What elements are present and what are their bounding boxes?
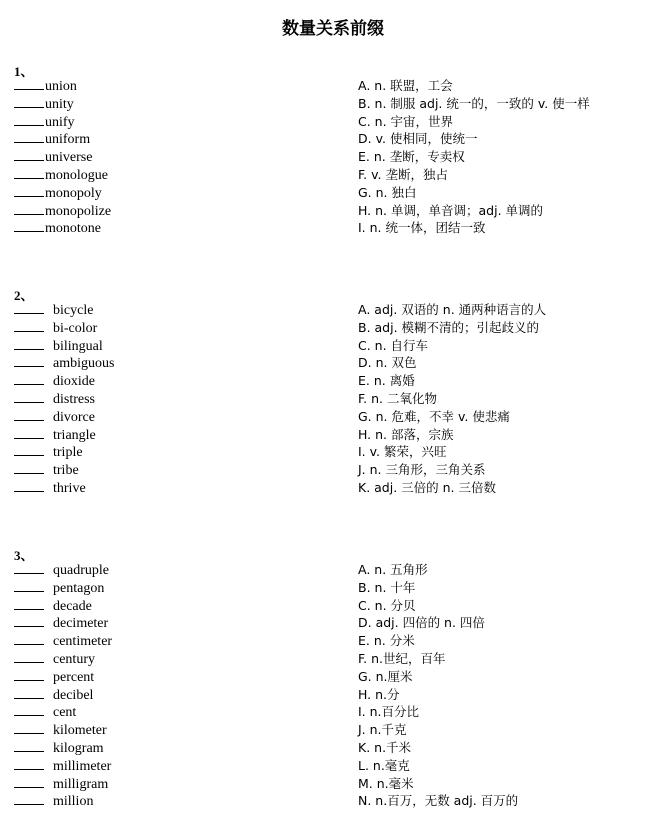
word-item (14, 95, 111, 113)
word-text: percent (53, 669, 95, 685)
word-text: monologue (45, 167, 108, 183)
answer-blank[interactable] (14, 130, 44, 143)
word-text: quadruple (53, 563, 109, 578)
section-number: 2、 (14, 288, 34, 303)
word-text: century (53, 651, 95, 667)
word-item (14, 686, 112, 704)
definition-item: I. v. 繁荣，兴旺 (358, 444, 447, 460)
definition-item: G. n.厘米 (358, 668, 413, 684)
definition-item: C. n. 宇宙，世界 (358, 113, 454, 129)
word-item (14, 721, 112, 739)
word-item (14, 703, 112, 721)
answer-blank[interactable] (14, 597, 44, 610)
word-item (14, 792, 112, 810)
answer-blank[interactable] (14, 337, 44, 350)
answer-blank[interactable] (14, 461, 44, 474)
word-item (14, 775, 112, 793)
answer-blank[interactable] (14, 77, 44, 90)
word-item (14, 597, 112, 615)
word-item (14, 408, 114, 426)
definition-item: J. n.千克 (358, 722, 407, 738)
word-text: divorce (53, 409, 95, 425)
word-item (14, 443, 114, 461)
answer-blank[interactable] (14, 390, 44, 403)
answer-blank[interactable] (14, 792, 44, 805)
word-item (14, 130, 111, 148)
answer-blank[interactable] (14, 95, 44, 108)
word-item (14, 166, 111, 184)
definition-item: J. n. 三角形，三角关系 (358, 462, 486, 478)
word-list (14, 301, 114, 497)
answer-blank[interactable] (14, 632, 44, 645)
word-item (14, 461, 114, 479)
definition-item: A. n. 联盟，工会 (358, 78, 453, 93)
word-text: thrive (53, 480, 86, 496)
page-title: 数量关系前缀 (282, 19, 384, 39)
word-item (14, 668, 112, 686)
definition-item: K. adj. 三倍的 n. 三倍数 (358, 479, 497, 495)
answer-blank[interactable] (14, 166, 44, 179)
answer-blank[interactable] (14, 354, 44, 367)
definition-item: H. n.分 (358, 686, 400, 702)
definition-item: E. n. 垄断，专卖权 (358, 149, 465, 165)
answer-blank[interactable] (14, 301, 44, 314)
definition-item: I. n. 统一体，团结一致 (358, 220, 486, 236)
word-text: kilogram (53, 740, 104, 756)
answer-blank[interactable] (14, 479, 44, 492)
word-item (14, 319, 114, 337)
word-text: triple (53, 445, 83, 461)
answer-blank[interactable] (14, 650, 44, 663)
answer-blank[interactable] (14, 408, 44, 421)
word-item (14, 184, 111, 202)
word-text: millimeter (53, 758, 112, 774)
answer-blank[interactable] (14, 219, 44, 232)
word-text: million (53, 794, 94, 810)
answer-blank[interactable] (14, 668, 44, 681)
section-number: 3、 (14, 548, 34, 563)
section-number: 1、 (14, 64, 34, 79)
definition-item: E. n. 离婚 (358, 373, 415, 389)
word-text: decimeter (53, 616, 109, 632)
word-item (14, 632, 112, 650)
answer-blank[interactable] (14, 113, 44, 126)
answer-blank[interactable] (14, 757, 44, 770)
word-text: distress (53, 391, 95, 407)
definition-item: D. n. 双色 (358, 355, 417, 371)
word-text: bi-color (53, 320, 98, 336)
definition-list (358, 77, 590, 237)
word-text: unity (45, 96, 74, 112)
definition-item: B. n. 制服 adj. 统一的，一致的 v. 使一样 (358, 95, 590, 111)
answer-blank[interactable] (14, 184, 44, 197)
word-item (14, 614, 112, 632)
word-item (14, 337, 114, 355)
word-item (14, 301, 114, 319)
word-text: decade (53, 598, 92, 614)
definition-item: B. n. 十年 (358, 579, 416, 595)
word-item (14, 579, 112, 597)
word-item (14, 354, 114, 372)
word-item (14, 739, 112, 757)
word-text: uniform (45, 132, 91, 148)
definition-item: D. v. 使相同，使统一 (358, 131, 478, 147)
definition-item: C. n. 自行车 (358, 337, 429, 353)
answer-blank[interactable] (14, 372, 44, 385)
definition-item: A. n. 五角形 (358, 562, 428, 577)
word-item (14, 479, 114, 497)
word-text: union (45, 79, 77, 94)
word-item (14, 202, 111, 220)
word-text: kilometer (53, 723, 107, 739)
definition-item: G. n. 独白 (358, 184, 417, 200)
word-item (14, 219, 111, 237)
answer-blank[interactable] (14, 775, 44, 788)
definition-item: K. n.千米 (358, 739, 412, 755)
word-text: centimeter (53, 634, 113, 650)
answer-blank[interactable] (14, 721, 44, 734)
definition-item: H. n. 单调，单音调；adj. 单调的 (358, 202, 544, 218)
definition-item: H. n. 部落，宗族 (358, 426, 454, 442)
word-text: tribe (53, 463, 79, 479)
word-text: milligram (53, 776, 109, 792)
word-text: triangle (53, 427, 96, 443)
definition-item: F. n. 二氧化物 (358, 390, 437, 406)
word-list (14, 561, 112, 810)
word-item (14, 757, 112, 775)
definition-item: G. n. 危难，不幸 v. 使悲痛 (358, 408, 510, 424)
word-item (14, 426, 114, 444)
answer-blank[interactable] (14, 319, 44, 332)
definition-list (358, 561, 518, 810)
word-text: monopoly (45, 185, 102, 201)
word-list (14, 77, 111, 237)
definition-list (358, 301, 546, 497)
word-item (14, 390, 114, 408)
word-text: monotone (45, 221, 101, 237)
definition-item: L. n.毫克 (358, 757, 410, 773)
word-text: bicycle (53, 303, 94, 318)
answer-blank[interactable] (14, 148, 44, 161)
word-text: universe (45, 150, 93, 166)
definition-item: M. n.毫米 (358, 775, 414, 791)
word-item (14, 77, 111, 95)
word-item (14, 372, 114, 390)
definition-item: A. adj. 双语的 n. 通两种语言的人 (358, 302, 547, 317)
answer-blank[interactable] (14, 443, 44, 456)
word-text: monopolize (45, 203, 112, 219)
word-text: unify (45, 114, 75, 130)
word-text: pentagon (53, 580, 105, 596)
word-text: ambiguous (53, 356, 115, 372)
word-text: dioxide (53, 374, 95, 390)
word-text: decibel (53, 687, 94, 703)
answer-blank[interactable] (14, 579, 44, 592)
definition-item: F. v. 垄断，独占 (358, 166, 449, 182)
word-item (14, 561, 112, 579)
answer-blank[interactable] (14, 202, 44, 215)
definition-item: D. adj. 四倍的 n. 四倍 (358, 615, 485, 631)
word-item (14, 113, 111, 131)
word-item (14, 148, 111, 166)
definition-item: C. n. 分贝 (358, 597, 416, 613)
answer-blank[interactable] (14, 739, 44, 752)
definition-item: B. adj. 模糊不清的；引起歧义的 (358, 319, 540, 335)
definition-item: N. n.百万，无数 adj. 百万的 (358, 793, 519, 809)
definition-item: E. n. 分米 (358, 633, 415, 649)
definition-item: I. n.百分比 (358, 704, 420, 720)
answer-blank[interactable] (14, 426, 44, 439)
definition-item: F. n.世纪，百年 (358, 650, 446, 666)
answer-blank[interactable] (14, 614, 44, 627)
word-text: cent (53, 705, 77, 721)
word-item (14, 650, 112, 668)
answer-blank[interactable] (14, 686, 44, 699)
word-text: bilingual (53, 338, 103, 354)
answer-blank[interactable] (14, 561, 44, 574)
answer-blank[interactable] (14, 703, 44, 716)
